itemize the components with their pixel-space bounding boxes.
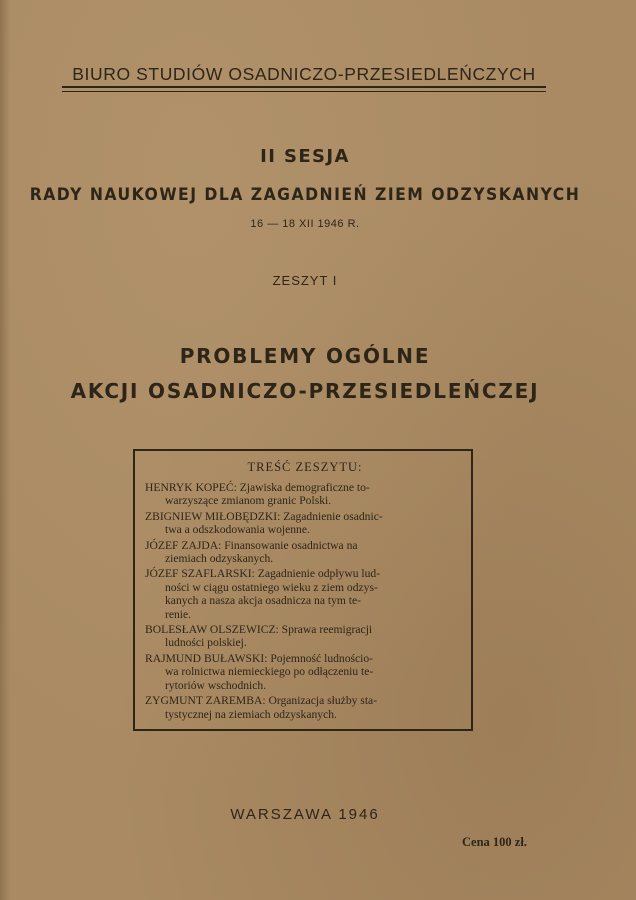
contents-entry [145, 623, 463, 650]
entry-line: HENRYK KOPEĆ: Zjawiska demograficzne to- [145, 481, 370, 494]
contents-entry [145, 567, 463, 621]
contents-entry [145, 481, 463, 508]
entry-line: tystycznej na ziemiach odzyskanych. [165, 707, 337, 721]
entry-line: ZBIGNIEW MIŁOBĘDZKI: Zagadnienie osadnic- [145, 509, 383, 523]
issue-number: ZESZYT I [272, 273, 338, 288]
entry-line: rytoriów wschodnich. [165, 678, 267, 692]
contents-heading: TREŚĆ ZESZYTU: [247, 460, 363, 474]
entry-line: JÓZEF SZAFLARSKI: Zagadnienie odpływu lud- [145, 567, 381, 581]
contents-entry [145, 510, 463, 537]
entry-line: ZYGMUNT ZAREMBA: Organizacja służby sta- [145, 694, 378, 708]
entry-line: twa a odszkodowania wojenne. [165, 523, 310, 537]
contents-entry [145, 539, 463, 566]
session-dates: 16 — 18 XII 1946 R. [250, 218, 360, 230]
price-label: Cena 100 zł. [462, 835, 527, 849]
entry-line: renie. [165, 607, 192, 621]
entry-line: ludności polskiej. [165, 636, 247, 650]
main-title-line-1: PROBLEMY OGÓLNE [179, 344, 431, 368]
entry-line: ziemiach odzyskanych. [165, 552, 274, 566]
place-and-year: WARSZAWA 1946 [230, 806, 380, 823]
entry-line: RAJMUND BUŁAWSKI: Pojemność ludnościo- [145, 651, 374, 665]
contents-entry [145, 694, 463, 721]
publisher-rule-thick [62, 86, 546, 88]
entry-line: BOLESŁAW OLSZEWICZ: Sprawa reemigracji [145, 623, 373, 637]
contents-entry [145, 652, 463, 692]
publisher-name: BIURO STUDIÓW OSADNICZO-PRZESIEDLEŃCZYCH [72, 64, 536, 84]
main-title-line-2: AKCJI OSADNICZO-PRZESIEDLEŃCZEJ [70, 379, 540, 403]
entry-line: JÓZEF ZAJDA: Finansowanie osadnictwa na [145, 538, 358, 552]
session-title: II SESJA [260, 146, 350, 167]
cover-edge-shadow [0, 0, 10, 900]
contents-list [145, 481, 463, 723]
entry-line: warzyszące zmianom granic Polski. [165, 494, 332, 508]
publisher-rule-thin [62, 91, 546, 92]
entry-line: ności w ciągu ostatniego wieku z ziem odzys- [165, 580, 378, 594]
entry-line: wa rolnictwa niemieckiego po odłączeniu te- [165, 665, 374, 679]
entry-line: kanych a nasza akcja osadnicza na tym te- [165, 594, 362, 608]
council-title: RADY NAUKOWEJ DLA ZAGADNIEŃ ZIEM ODZYSKANYCH [29, 185, 581, 205]
